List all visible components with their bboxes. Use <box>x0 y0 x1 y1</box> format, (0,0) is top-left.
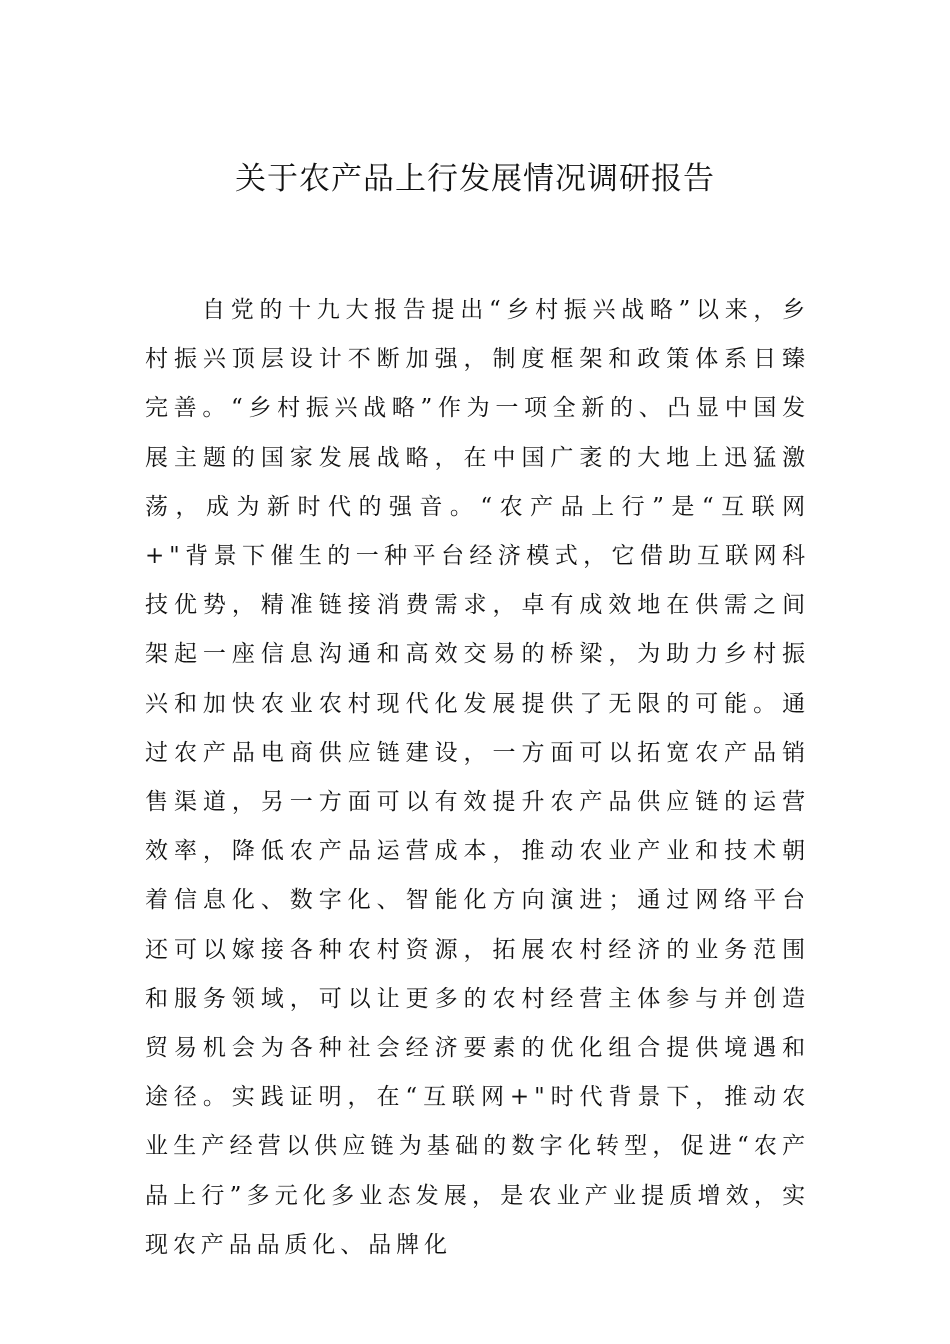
document-title: 关于农产品上行发展情况调研报告 <box>235 161 715 197</box>
body-paragraph: 自党的十九大报告提出“乡村振兴战略”以来，乡村振兴顶层设计不断加强，制度框架和政策体系日臻完善。“乡村振兴战略”作为一项全新的、凸显中国发展主题的国家发展战略，在中国广袤的大地上迅猛激荡，成为新时代的强音。“农产品上行”是“互联网+"背景下催生的一种平台经济模式，它借助互联网科技优势，精准链接消费需求，卓有成效地在供需之间架起一座信息沟通和高效交易的桥梁，为助力乡村振兴和加快农业农村现代化发展提供了无限的可能。通过农产品电商供应链建设，一方面可以拓宽农产品销售渠道，另一方面可以有效提升农产品供应链的运营效率，降低农产品运营成本，推动农业产业和技术朝着信息化、数字化、智能化方向演进；通过网络平台还可以嫁接各种农村资源，拓展农村经济的业务范围和服务领域，可以让更多的农村经营主体参与并创造贸易机会为各种社会经济要素的优化组合提供境遇和途径。实践证明，在“互联网+"时代背景下，推动农业生产经营以供应链为基础的数字化转型，促进“农产品上行”多元化多业态发展，是农业产业提质增效，实现农产品品质化、品牌化 <box>145 297 810 1258</box>
